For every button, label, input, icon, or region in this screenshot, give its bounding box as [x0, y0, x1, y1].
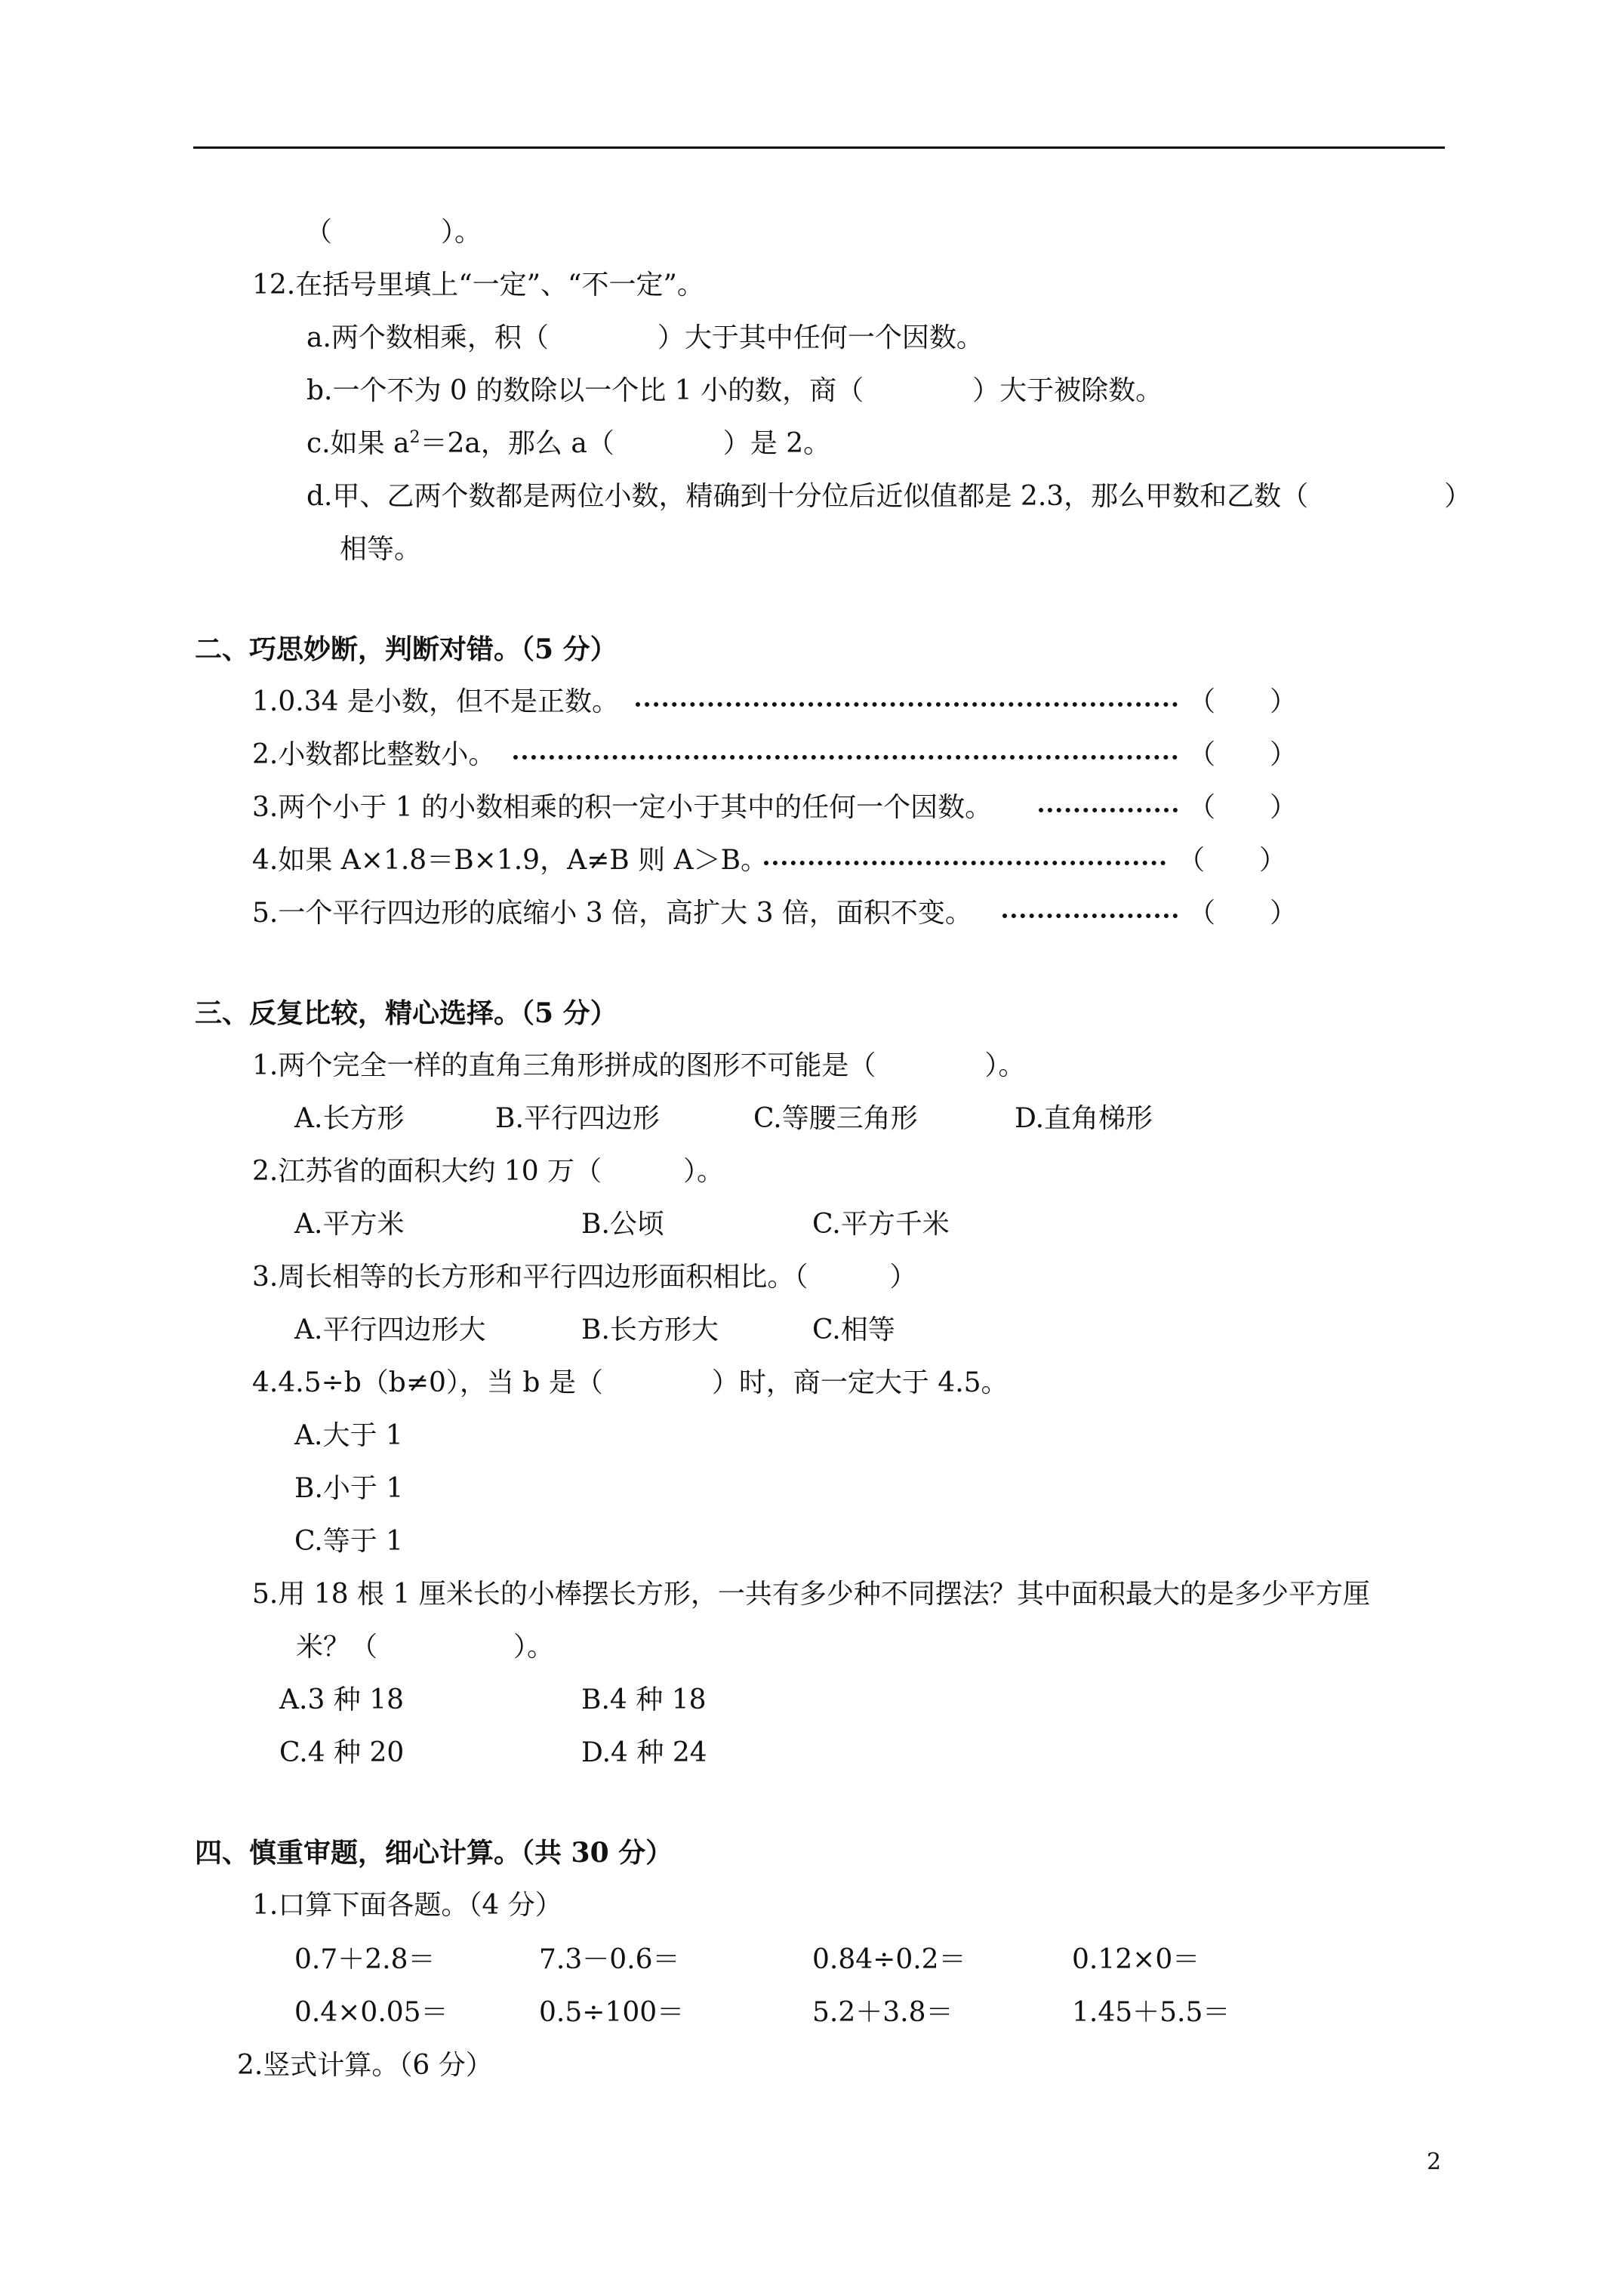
judge-item-4: 4.如果 A×1.8＝B×1.9，A≠B 则 A＞B。 [252, 845, 768, 876]
choice-5-option-d[interactable]: D.4 种 24 [581, 1737, 707, 1768]
mental-calc-item: 0.5÷100＝ [539, 1997, 685, 2028]
choice-3-option-a[interactable]: A.平行四边形大 [294, 1314, 486, 1345]
question-12d-continued: 相等。 [340, 534, 422, 565]
choice-3-option-b[interactable]: B.长方形大 [581, 1314, 719, 1345]
choice-1-option-a[interactable]: A.长方形 [294, 1103, 405, 1134]
judge-answer-5[interactable]: （ ） [1188, 898, 1298, 929]
calc-question-2: 2.竖式计算。（6 分） [237, 2050, 493, 2081]
judge-answer-1[interactable]: （ ） [1188, 686, 1298, 717]
choice-question-3: 3.周长相等的长方形和平行四边形面积相比。（ ） [252, 1262, 917, 1293]
judge-answer-3[interactable]: （ ） [1188, 792, 1298, 823]
leader-dots [764, 861, 1166, 865]
mental-calc-item: 7.3－0.6＝ [539, 1944, 680, 1975]
leader-dots [1039, 808, 1178, 812]
judge-item-5: 5.一个平行四边形的底缩小 3 倍，高扩大 3 倍，面积不变。 [252, 898, 972, 929]
question-12c: c.如果 $a^2=2a$，那么 a（ ）是 2。 [306, 428, 831, 459]
choice-1-option-d[interactable]: D.直角梯形 [1015, 1103, 1153, 1134]
section-2-title: 二、巧思妙断，判断对错。（5 分） [195, 633, 617, 665]
leader-dots [636, 702, 1178, 707]
choice-4-option-a[interactable]: A.大于 1 [294, 1420, 403, 1451]
choice-1-option-b[interactable]: B.平行四边形 [495, 1103, 660, 1134]
mental-calc-item: 5.2＋3.8＝ [812, 1997, 953, 2028]
choice-5-option-b[interactable]: B.4 种 18 [581, 1684, 707, 1715]
question-12a: a.两个数相乘，积（ ）大于其中任何一个因数。 [306, 322, 984, 353]
question-12: 12.在括号里填上“一定”、“不一定”。 [252, 270, 704, 300]
prev-question-continuation: （ ）。 [305, 217, 482, 248]
section-3-title: 三、反复比较，精心选择。（5 分） [195, 997, 617, 1029]
judge-item-3: 3.两个小于 1 的小数相乘的积一定小于其中的任何一个因数。 [252, 792, 993, 823]
choice-5-option-c[interactable]: C.4 种 20 [279, 1737, 405, 1768]
choice-question-1: 1.两个完全一样的直角三角形拼成的图形不可能是（ ）。 [252, 1050, 1026, 1081]
mental-calc-item: 1.45＋5.5＝ [1072, 1997, 1230, 2028]
choice-2-option-c[interactable]: C.平方千米 [812, 1209, 950, 1240]
choice-question-5: 5.用 18 根 1 厘米长的小棒摆长方形，一共有多少种不同摆法？其中面积最大的是多少平方厘 [252, 1579, 1370, 1610]
choice-4-option-c[interactable]: C.等于 1 [294, 1526, 404, 1557]
mental-calc-item: 0.7＋2.8＝ [294, 1944, 436, 1975]
mental-calc-item: 0.84÷0.2＝ [812, 1944, 966, 1975]
mental-calc-item: 0.4×0.05＝ [294, 1997, 448, 2028]
mental-calc-item: 0.12×0＝ [1072, 1944, 1200, 1975]
calc-question-1: 1.口算下面各题。（4 分） [252, 1890, 562, 1921]
question-12b: b.一个不为 0 的数除以一个比 1 小的数，商（ ）大于被除数。 [306, 375, 1163, 406]
leader-dots [513, 755, 1178, 760]
choice-2-option-b[interactable]: B.公顷 [581, 1209, 664, 1240]
choice-4-option-b[interactable]: B.小于 1 [294, 1473, 404, 1504]
judge-item-2: 2.小数都比整数小。 [252, 739, 496, 770]
page-number: 2 [1427, 2149, 1442, 2175]
section-4-title: 四、慎重审题，细心计算。（共 30 分） [195, 1837, 673, 1869]
choice-question-2: 2.江苏省的面积大约 10 万（ ）。 [252, 1156, 725, 1187]
judge-answer-4[interactable]: （ ） [1178, 845, 1287, 876]
question-12d: d.甲、乙两个数都是两位小数，精确到十分位后近似值都是 2.3，那么甲数和乙数（ ） [306, 481, 1472, 512]
leader-dots [1002, 914, 1178, 918]
header-rule [193, 146, 1445, 149]
choice-5-option-a[interactable]: A.3 种 18 [279, 1684, 405, 1715]
choice-2-option-a[interactable]: A.平方米 [294, 1209, 405, 1240]
choice-question-5-continued: 米？（ ）。 [296, 1632, 555, 1663]
choice-1-option-c[interactable]: C.等腰三角形 [753, 1103, 918, 1134]
choice-question-4: 4.4.5÷b（b≠0），当 b 是（ ）时，商一定大于 4.5。 [252, 1367, 1009, 1398]
judge-answer-2[interactable]: （ ） [1188, 739, 1298, 770]
judge-item-1: 1.0.34 是小数，但不是正数。 [252, 686, 619, 717]
choice-3-option-c[interactable]: C.相等 [812, 1314, 895, 1345]
